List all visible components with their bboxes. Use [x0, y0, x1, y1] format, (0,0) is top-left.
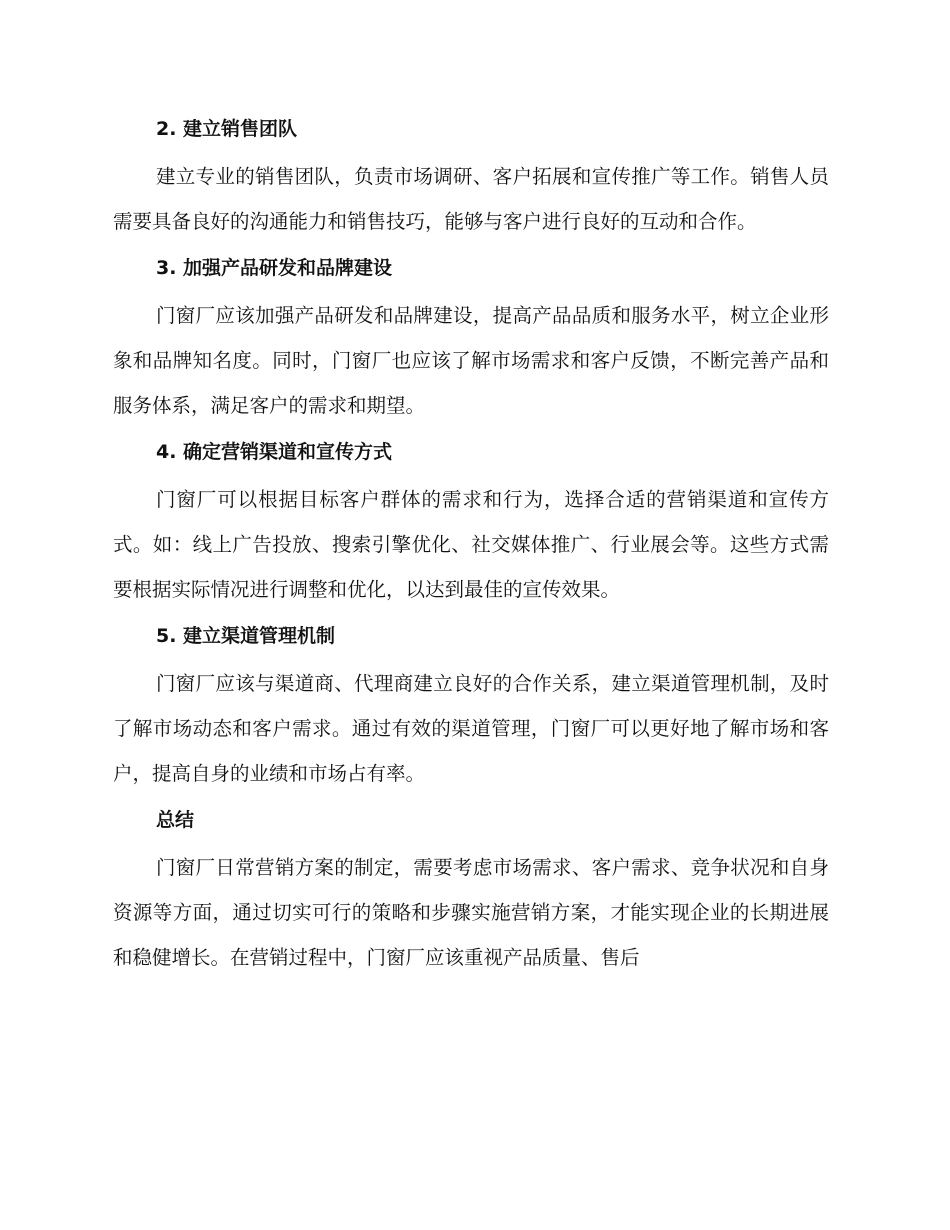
section-heading-product-brand: 3. 加强产品研发和品牌建设: [156, 257, 393, 279]
section-body-sales-team: 建立专业的销售团队，负责市场调研、客户拓展和宣传推广等工作。销售人员需要具备良好的沟通能力和销售技巧，能够与客户进行良好的互动和合作。: [113, 165, 829, 233]
document-page: [113, 112, 829, 987]
section-body-summary: 门窗厂日常营销方案的制定，需要考虑市场需求、客户需求、竞争状况和自身资源等方面，通过切实可行的策略和步骤实施营销方案，才能实现企业的长期进展和稳健增长。在营销过程中，门窗厂应该重视产品质量、售后: [113, 856, 829, 969]
section-body-marketing-channels: 门窗厂可以根据目标客户群体的需求和行为，选择合适的营销渠道和宣传方式。如：线上广告投放、搜索引擎优化、社交媒体推广、行业展会等。这些方式需要根据实际情况进行调整和优化，以达到最佳的宣传效果。: [113, 488, 829, 601]
section-heading-sales-team: 2. 建立销售团队: [156, 118, 298, 140]
section-heading-channel-management: 5. 建立渠道管理机制: [156, 625, 336, 647]
section-heading-summary: 总结: [156, 809, 195, 831]
section-body-channel-management: 门窗厂应该与渠道商、代理商建立良好的合作关系，建立渠道管理机制，及时了解市场动态和客户需求。通过有效的渠道管理，门窗厂可以更好地了解市场和客户，提高自身的业绩和市场占有率。: [113, 672, 829, 785]
section-heading-marketing-channels: 4. 确定营销渠道和宣传方式: [156, 441, 393, 463]
section-body-product-brand: 门窗厂应该加强产品研发和品牌建设，提高产品品质和服务水平，树立企业形象和品牌知名度。同时，门窗厂也应该了解市场需求和客户反馈，不断完善产品和服务体系，满足客户的需求和期望。: [113, 304, 829, 417]
